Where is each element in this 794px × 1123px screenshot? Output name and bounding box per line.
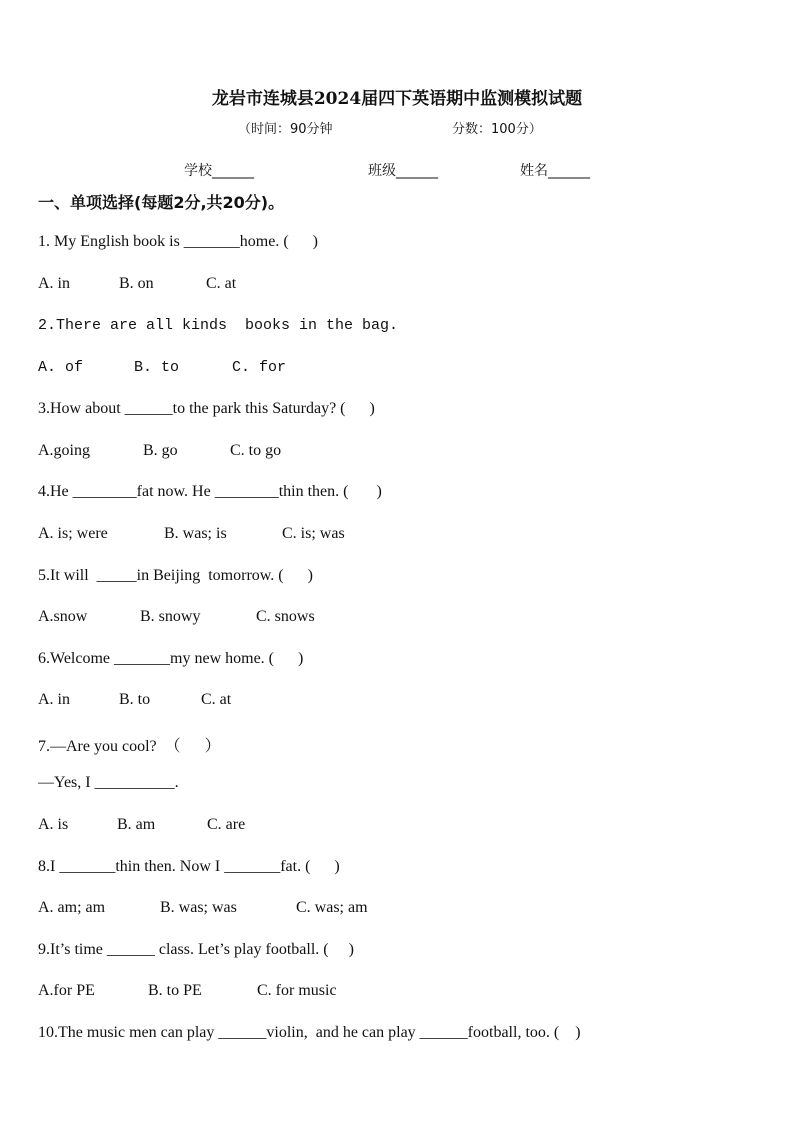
question-3: 3.How about ______to the park this Saturday? ( ) (38, 400, 375, 417)
option-5b: B. snowy (140, 608, 201, 625)
option-2c: C. for (232, 359, 287, 376)
option-6c: C. at (201, 691, 232, 708)
school-field: 学校______ (184, 163, 254, 179)
class-field: 班级______ (368, 163, 438, 179)
option-7b: B. am (117, 816, 156, 833)
option-3c: C. to go (230, 442, 282, 459)
option-2b: B. to (134, 359, 180, 376)
option-7a: A. is (38, 816, 69, 833)
option-1a: A. in (38, 275, 70, 292)
question-4: 4.He ________fat now. He ________thin then. ( ) (38, 483, 382, 500)
question-1: 1. My English book is _______home. ( ) (38, 233, 318, 250)
option-2a: A. of (38, 359, 84, 376)
question-6: 6.Welcome _______my new home. ( ) (38, 650, 304, 667)
question-10: 10.The music men can play ______violin, and he can play ______football, too. ( ) (38, 1024, 581, 1041)
option-6b: B. to (119, 691, 151, 708)
option-1c: C. at (206, 275, 237, 292)
question-7-answer: —Yes, I __________. (38, 774, 179, 791)
exam-time: （时间：90分钟 (238, 122, 333, 137)
option-8c: C. was; am (296, 899, 368, 916)
option-3a: A.going (38, 442, 90, 459)
name-field: 姓名______ (520, 163, 590, 179)
option-7c: C. are (207, 816, 246, 833)
option-4c: C. is; was (282, 525, 345, 542)
question-8: 8.I _______thin then. Now I _______fat. ( ) (38, 858, 340, 875)
section-heading: 一、单项选择(每题2分,共20分)。 (38, 193, 285, 212)
exam-title: 龙岩市连城县2024届四下英语期中监测模拟试题 (211, 89, 583, 109)
option-4a: A. is; were (38, 525, 108, 542)
question-5: 5.It will _____in Beijing tomorrow. ( ) (38, 567, 313, 584)
question-2: 2.There are all kinds books in the bag. (38, 317, 399, 334)
option-5a: A.snow (38, 608, 88, 625)
option-5c: C. snows (256, 608, 315, 625)
option-9c: C. for music (257, 982, 337, 999)
exam-score: 分数：100分） (452, 122, 542, 137)
question-9: 9.It’s time ______ class. Let’s play football. ( ) (38, 941, 354, 958)
option-1b: B. on (119, 275, 154, 292)
option-8a: A. am; am (38, 899, 106, 916)
option-3b: B. go (143, 442, 178, 459)
option-9a: A.for PE (38, 982, 95, 999)
option-9b: B. to PE (148, 982, 202, 999)
question-7: 7.—Are you cool? （ ） (38, 738, 221, 755)
option-6a: A. in (38, 691, 70, 708)
option-4b: B. was; is (164, 525, 227, 542)
option-8b: B. was; was (160, 899, 237, 916)
